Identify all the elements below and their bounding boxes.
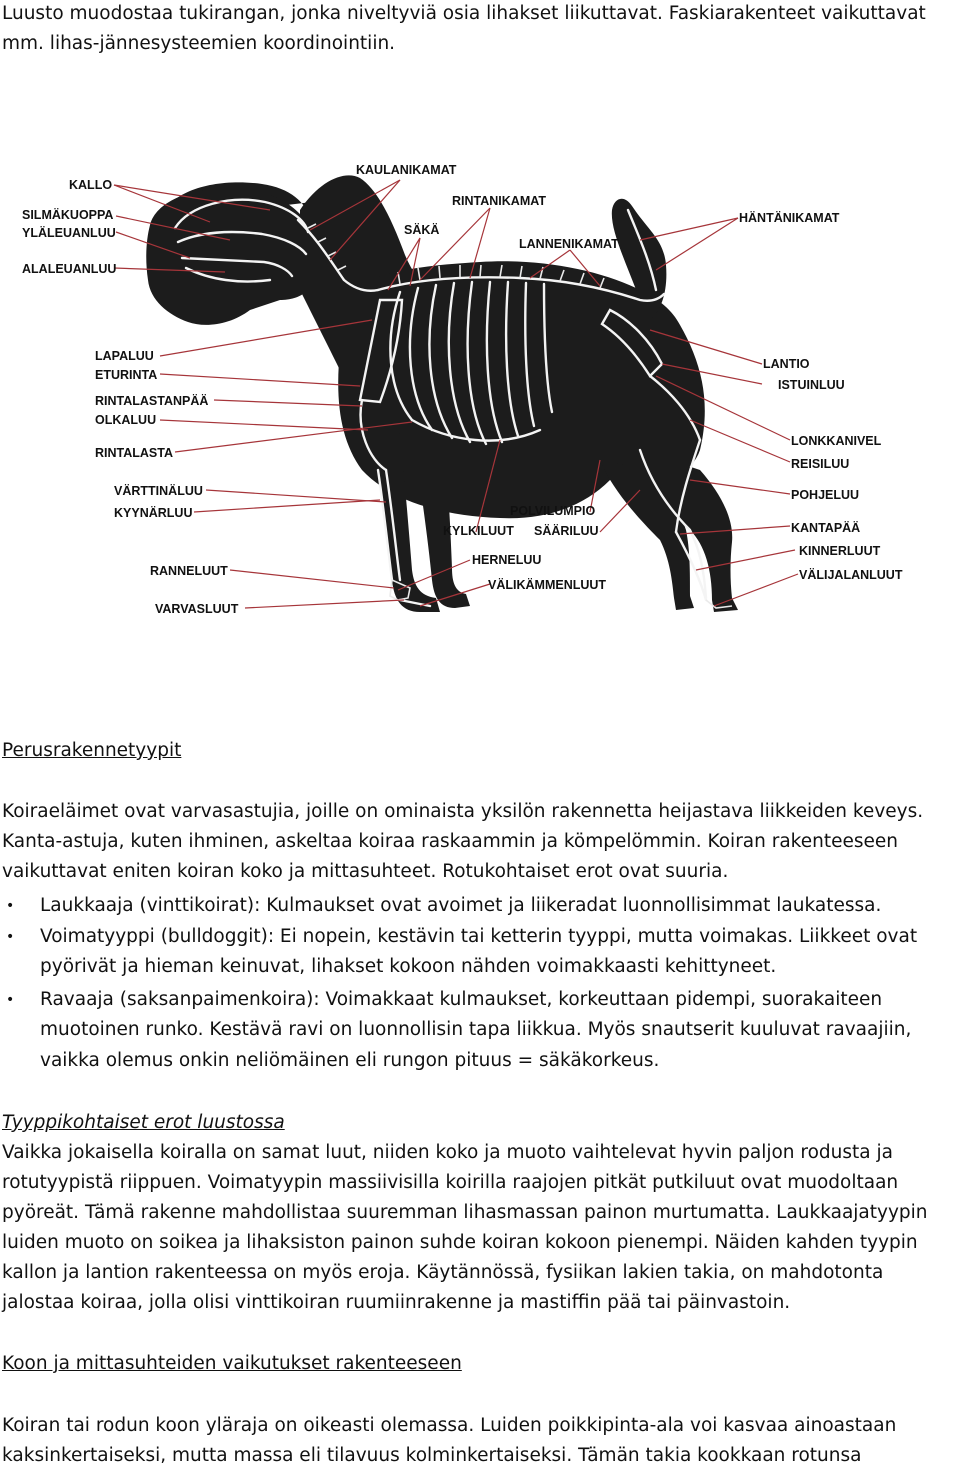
- bullet-2-line-1: Voimatyyppi (bulldoggit): Ei nopein, kestävin tai ketterin tyyppi, mutta voimakas. Liikkeet ovat: [40, 926, 918, 947]
- section-heading-perusrakennetyypit: Perusrakennetyypit: [2, 740, 182, 761]
- label-valijalanluut: VÄLIJALANLUUT: [799, 568, 903, 582]
- label-eturinta: ETURINTA: [95, 368, 158, 382]
- section2-paragraph-line-6: jalostaa koiraa, jolla olisi vinttikoiran ruumiinrakenne ja mastiffin pää tai päinvastoin.: [2, 1292, 791, 1313]
- label-kinnerluut: KINNERLUUT: [799, 544, 881, 558]
- section3-paragraph-line-1: Koiran tai rodun koon yläraja on oikeasti olemassa. Luiden poikkipinta-ala voi kasvaa ainoastaan: [2, 1415, 897, 1436]
- section1-paragraph-line-3: vaikuttavat eniten koiran koko ja mittasuhteet. Rotukohtaiset erot ovat suuria.: [2, 861, 729, 882]
- label-saariluu: SÄÄRILUU: [534, 524, 599, 538]
- dog-skeleton-figure: [0, 150, 960, 630]
- skeleton-diagram: [0, 150, 960, 630]
- intro-line-2: mm. lihas-jännesysteemien koordinointiin.: [2, 33, 396, 54]
- label-hantanikamat: HÄNTÄNIKAMAT: [739, 211, 840, 225]
- label-ranneluut: RANNELUUT: [150, 564, 228, 578]
- label-rintalasta: RINTALASTA: [95, 446, 173, 460]
- label-varvasluut: VARVASLUUT: [155, 602, 239, 616]
- label-kylkiluut: KYLKILUUT: [443, 524, 514, 538]
- label-lapaluu: LAPALUU: [95, 349, 154, 363]
- label-rintanikamat: RINTANIKAMAT: [452, 194, 546, 208]
- label-herneluu: HERNELUU: [472, 553, 542, 567]
- label-alaleuanluu: ALALEUANLUU: [22, 262, 117, 276]
- bullet-marker: •: [6, 898, 15, 914]
- label-pohjeluu: POHJELUU: [791, 488, 860, 502]
- bullet-1-line-1: Laukkaaja (vinttikoirat): Kulmaukset ovat avoimet ja liikeradat luonnollisimmat laukatessa.: [40, 895, 882, 916]
- bullet-3-line-3: vaikka olemus onkin neliömäinen eli rungon pituus = säkäkorkeus.: [40, 1050, 660, 1071]
- label-varttinaluu: VÄRTTINÄLUU: [114, 484, 203, 498]
- label-lannenikamat: LANNENIKAMAT: [519, 237, 619, 251]
- label-ylaleuanluu: YLÄLEUANLUU: [22, 226, 116, 240]
- label-silmakuoppa: SILMÄKUOPPA: [22, 208, 114, 222]
- label-olkaluu: OLKALUU: [95, 413, 157, 427]
- label-kaulanikamat: KAULANIKAMAT: [356, 163, 457, 177]
- bullet-marker: •: [6, 992, 15, 1008]
- section1-paragraph-line-2: Kanta-astuja, kuten ihminen, askeltaa koiraa raskaammin ja kömpelömmin. Koiran rakenteeseen: [2, 831, 898, 852]
- label-saka: SÄKÄ: [404, 223, 440, 237]
- section2-paragraph-line-2: rotutyypistä riippuen. Voimatyypin massiivisilla koirilla raajojen pitkät putkiluut ovat muodoltaan: [2, 1172, 899, 1193]
- bullet-3-line-1: Ravaaja (saksanpaimenkoira): Voimakkaat kulmaukset, korkeuttaan pidempi, suorakaiteen: [40, 989, 883, 1010]
- label-istuinluu: ISTUINLUU: [778, 378, 845, 392]
- bullet-marker: •: [6, 929, 15, 945]
- label-reisiluu: REISILUU: [791, 457, 850, 471]
- section-heading-koon-ja-mittasuhteiden: Koon ja mittasuhteiden vaikutukset rakenteeseen: [2, 1353, 462, 1374]
- label-polvilumpio: POLVILUMPIO: [510, 504, 596, 518]
- label-kantapaa: KANTAPÄÄ: [791, 521, 861, 535]
- label-valikammenluut: VÄLIKÄMMENLUUT: [488, 578, 607, 592]
- bullet-2-line-2: pyörivät ja hieman keinuvat, lihakset kokoon nähden voimakkaasti kehittyneet.: [40, 956, 777, 977]
- section3-paragraph-line-2: kaksinkertaiseksi, mutta massa eli tilavuus kolminkertaiseksi. Tämän takia kookkaan rotunsa: [2, 1445, 862, 1466]
- label-rintalastanpaa: RINTALASTANPÄÄ: [95, 394, 209, 408]
- section-heading-tyyppikohtaiset: Tyyppikohtaiset erot luustossa: [2, 1112, 285, 1133]
- dog-silhouette: [146, 175, 738, 612]
- label-kyynarluu: KYYNÄRLUU: [114, 506, 193, 520]
- section2-paragraph-line-5: kallon ja lantion rakenteessa on myös eroja. Käytännössä, fysiikan lakien takia, on mahdotonta: [2, 1262, 884, 1283]
- section2-paragraph-line-3: pyöreät. Tämä rakenne mahdollistaa suuremman lihasmassan painon murtumatta. Laukkaajatyypin: [2, 1202, 928, 1223]
- bullet-3-line-2: muotoinen runko. Kestävä ravi on luonnollisin tapa liikkua. Myös snautserit kuuluvat ravaajiin,: [40, 1019, 912, 1040]
- section2-paragraph-line-4: luiden muoto on soikea ja lihaksiston painon suhde koiran kokoon pienempi. Näiden kahden tyypin: [2, 1232, 918, 1253]
- label-lonkkanivel: LONKKANIVEL: [791, 434, 882, 448]
- intro-line-1: Luusto muodostaa tukirangan, jonka niveltyviä osia lihakset liikuttavat. Faskiarakenteet vaikuttavat: [2, 3, 926, 24]
- label-lantio: LANTIO: [763, 357, 810, 371]
- section1-paragraph-line-1: Koiraeläimet ovat varvasastujia, joille on ominaista yksilön rakennetta heijastava liikkeiden keveys.: [2, 801, 924, 822]
- section2-paragraph-line-1: Vaikka jokaisella koiralla on samat luut, niiden koko ja muoto vaihtelevat hyvin paljon rodusta ja: [2, 1142, 893, 1163]
- label-kallo: KALLO: [69, 178, 113, 192]
